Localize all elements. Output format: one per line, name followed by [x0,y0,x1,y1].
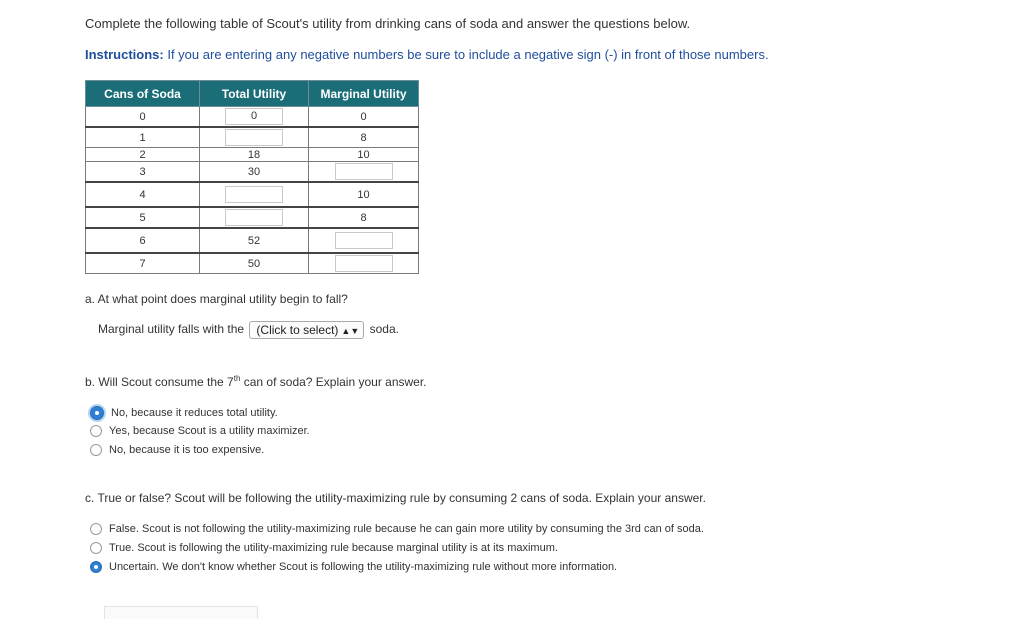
instructions [85,47,769,62]
question-b-option[interactable] [90,444,264,456]
question-b-text-before: b. Will Scout consume the 7 [85,375,234,389]
marginal-cell: 10 [309,148,419,162]
utility-table [85,80,419,274]
table-row [86,253,419,274]
radio-icon[interactable] [90,444,102,456]
total-cell [200,107,309,128]
updown-arrows-icon: ▲︎▼︎ [341,326,360,336]
question-c-option-label: Uncertain. We don't know whether Scout is following the utility-maximizing rule without more information. [109,561,618,573]
question-a-prefix: Marginal utility falls with the [98,322,245,337]
question-c-option[interactable] [90,523,704,535]
header-total-utility: Total Utility [200,81,309,107]
total-input[interactable] [225,209,283,226]
marginal-cell: 0 [309,107,419,128]
marginal-input[interactable] [335,232,393,249]
total-input[interactable] [225,129,283,146]
cans-cell: 2 [86,148,200,162]
total-cell: 30 [200,162,309,183]
total-input[interactable]: 0 [225,108,283,125]
question-a-suffix: soda. [369,322,399,337]
total-cell [200,127,309,148]
radio-icon[interactable] [90,425,102,437]
cans-cell: 1 [86,127,200,148]
total-cell [200,182,309,207]
marginal-cell: 8 [309,207,419,228]
radio-selected-icon[interactable] [90,561,102,573]
table-row [86,127,419,148]
table-row [86,228,419,253]
question-b-text-after: can of soda? Explain your answer. [240,375,427,389]
total-cell: 50 [200,253,309,274]
cans-cell: 3 [86,162,200,183]
utility-table-body [86,107,419,274]
question-c-option[interactable] [90,561,617,573]
total-input[interactable] [225,186,283,203]
radio-selected-icon[interactable] [90,406,104,420]
marginal-input[interactable] [335,255,393,272]
question-b-option-label: Yes, because Scout is a utility maximizer. [109,425,310,437]
table-row [86,148,419,162]
question-c-text: c. True or false? Scout will be following the utility-maximizing rule by consuming 2 cans of soda. Explain your answer. [85,491,706,505]
table-row [86,182,419,207]
instructions-label: Instructions: [85,47,164,62]
marginal-cell [309,253,419,274]
marginal-cell [309,228,419,253]
question-b-sup: th [233,374,241,383]
marginal-cell: 8 [309,127,419,148]
question-c-option-label: False. Scout is not following the utility-maximizing rule because he can gain more utility by consuming the 3rd can of soda. [109,523,704,535]
cans-cell: 0 [86,107,200,128]
header-marginal-utility: Marginal Utility [309,81,419,107]
intro-text: Complete the following table of Scout's utility from drinking cans of soda and answer the questions below. [85,16,691,31]
marginal-input[interactable] [335,163,393,180]
table-row [86,207,419,228]
point-select[interactable] [249,321,364,339]
total-cell: 52 [200,228,309,253]
total-cell [200,207,309,228]
instructions-text: If you are entering any negative numbers be sure to include a negative sign (-) in front of those numbers. [163,47,769,62]
marginal-cell: 10 [309,182,419,207]
question-a-answer [98,321,399,339]
question-b-option[interactable] [90,406,278,420]
point-select-value: (Click to select) [256,323,339,337]
total-cell: 18 [200,148,309,162]
question-b-option[interactable] [90,425,310,437]
question-b-text [85,374,427,389]
radio-icon[interactable] [90,542,102,554]
footer-tab [104,606,258,619]
question-c-option-label: True. Scout is following the utility-maximizing rule because marginal utility is at its maximum. [109,542,558,554]
question-b-option-label: No, because it reduces total utility. [111,407,278,419]
marginal-cell [309,162,419,183]
cans-cell: 7 [86,253,200,274]
table-row [86,107,419,128]
question-a-text: a. At what point does marginal utility begin to fall? [85,292,348,306]
cans-cell: 4 [86,182,200,207]
cans-cell: 6 [86,228,200,253]
radio-icon[interactable] [90,523,102,535]
header-cans: Cans of Soda [86,81,200,107]
table-row [86,162,419,183]
question-b-option-label: No, because it is too expensive. [109,444,265,456]
question-c-option[interactable] [90,542,558,554]
cans-cell: 5 [86,207,200,228]
